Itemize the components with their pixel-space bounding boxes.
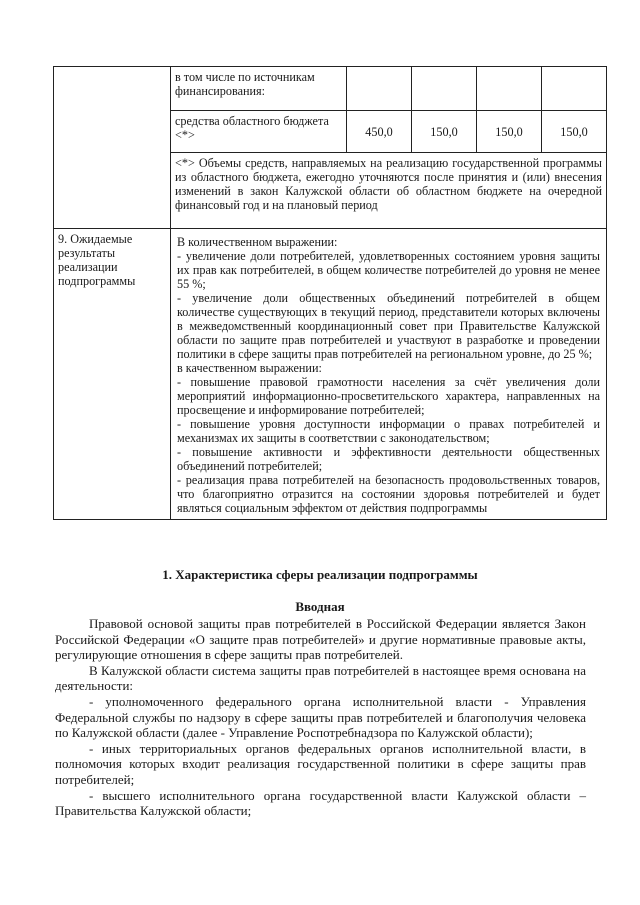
results-line: - повышение правовой грамотности населения за счёт увеличения доли мероприятий информационно-просветительского характера, направленных на просвещение и информирование потребителей; — [177, 375, 600, 417]
paragraph: - иных территориальных органов федеральных органов исполнительной власти, в полномочия которых входит реализация государственной политики в сфере защиты прав потребителей; — [55, 740, 586, 787]
results-line: В количественном выражении: — [177, 235, 338, 249]
results-line: - реализация права потребителей на безопасность продовольственных товаров, что благоприятно отразится на состоянии здоровья потребителей и будет являться социальным эффектом от действия подпрограммы — [177, 473, 600, 515]
empty-label-cell — [54, 67, 171, 229]
results-line: - повышение активности и эффективности деятельности общественных объединений потребителей; — [177, 445, 600, 473]
budget-value-total: 450,0 — [347, 111, 412, 153]
section-heading: 1. Характеристика сферы реализации подпрограммы — [162, 567, 478, 582]
results-content — [171, 229, 607, 520]
results-label: 9. Ожидаемые результаты реализации подпрограммы — [54, 229, 171, 520]
paragraph: В Калужской области система защиты прав потребителей в настоящее время основана на деятельности: — [55, 662, 586, 694]
results-line: - повышение уровня доступности информации о правах потребителей и механизмах их защиты в соответствии с законодательством; — [177, 417, 600, 445]
results-line: в качественном выражении: — [177, 361, 322, 375]
table-row — [54, 229, 607, 520]
paragraph: - высшего исполнительного органа государственной власти Калужской области – Правительства Калужской области; — [55, 787, 586, 819]
section-subheading: Вводная — [295, 599, 345, 614]
results-line: - увеличение доли общественных объединений потребителей в общем количестве существующих в текущий период, представители которых включены в межведомственный координационный совет при Правительстве Калужской области по защите прав потребителей и участвуют в разработке и проведении политики в сфере защиты прав потребителей на региональном уровне, до 25 %; — [177, 291, 600, 361]
subprogram-passport-table — [53, 66, 607, 520]
results-line: - увеличение доли потребителей, удовлетворенных состоянием уровня защиты их прав как потребителей, в общем количестве потребителей до уровня не менее 55 %; — [177, 249, 600, 291]
paragraph: - уполномоченного федерального органа исполнительной власти - Управления Федеральной службы по надзору в сфере защиты прав потребителей и благополучия человека по Калужской области (далее - Управление Роспотребнадзора по Калужской области); — [55, 693, 586, 741]
table-row — [54, 67, 607, 111]
sources-label: в том числе по источникам финансирования: — [171, 67, 347, 111]
section-body — [55, 616, 586, 819]
paragraph: Правовой основой защиты прав потребителей в Российской Федерации является Закон Российской Федерации «О защите прав потребителей» и другие нормативные правовые акты, регулирующие отношения в сфере защиты прав потребителей. — [55, 616, 586, 663]
budget-value-year-1: 150,0 — [412, 111, 477, 153]
budget-value-year-3: 150,0 — [542, 111, 607, 153]
budget-footnote: <*> Объемы средств, направляемых на реализацию государственной программы из областного бюджета, ежегодно уточняются после принятия и (или) внесения изменений в закон Калужской области об областном бюджете на очередной финансовый год и на плановый период — [171, 153, 607, 229]
budget-value-year-2: 150,0 — [477, 111, 542, 153]
budget-label: средства областного бюджета <*> — [171, 111, 347, 153]
